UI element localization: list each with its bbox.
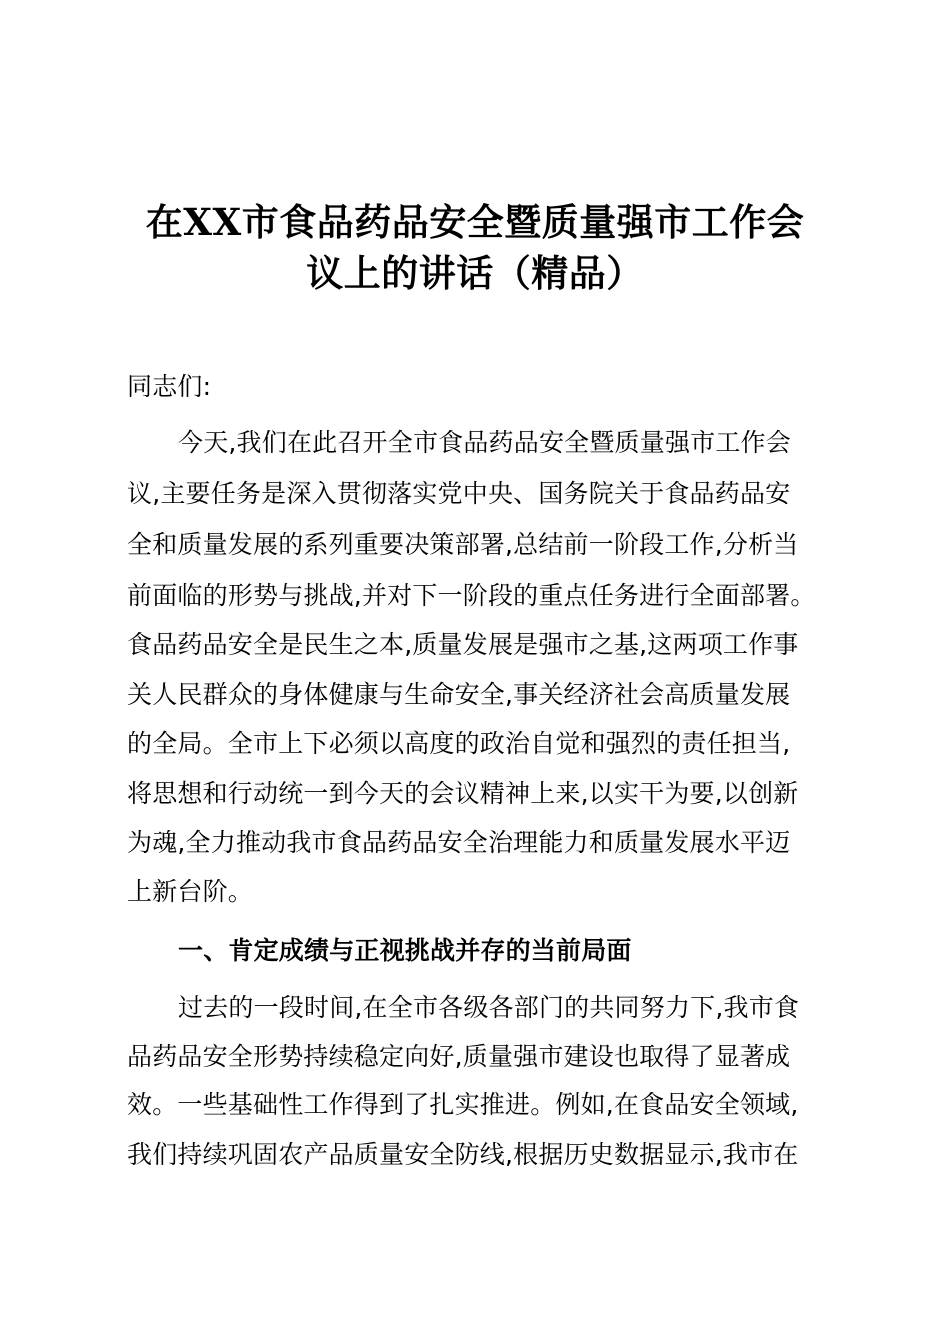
paragraph-1-line: 上新台阶。: [127, 877, 254, 906]
paragraph-1-line: 全和质量发展的系列重要决策部署,总结前一阶段工作,分析当: [127, 530, 799, 559]
paragraph-1-line: 的全局。全市上下必须以高度的政治自觉和强烈的责任担当,: [127, 729, 791, 758]
section-heading: 一、肯定成绩与正视挑战并存的当前局面: [178, 936, 632, 965]
paragraph-1-line: 将思想和行动统一到今天的会议精神上来,以实干为要,以创新: [127, 779, 799, 808]
paragraph-1-line: 为魂,全力推动我市食品药品安全治理能力和质量发展水平迈: [127, 828, 791, 857]
paragraph-2-line: 我们持续巩固农产品质量安全防线,根据历史数据显示,我市在: [127, 1140, 799, 1169]
paragraph-1-line: 食品药品安全是民生之本,质量发展是强市之基,这两项工作事: [127, 630, 799, 659]
paragraph-1-line: 议,主要任务是深入贯彻落实党中央、国务院关于食品药品安: [127, 479, 791, 508]
document-title-line-1: 在XX市食品药品安全暨质量强市工作会: [145, 200, 805, 244]
paragraph-2-line: 效。一些基础性工作得到了扎实推进。例如,在食品安全领域,: [127, 1090, 799, 1119]
document-title-line-2: 议上的讲话（精品）: [306, 251, 644, 295]
paragraph-2-line: 过去的一段时间,在全市各级各部门的共同努力下,我市食: [178, 993, 800, 1022]
paragraph-1-line: 前面临的形势与挑战,并对下一阶段的重点任务进行全面部署。: [127, 581, 816, 610]
paragraph-1-line: 今天,我们在此召开全市食品药品安全暨质量强市工作会: [178, 428, 791, 457]
paragraph-1-line: 关人民群众的身体健康与生命安全,事关经济社会高质量发展: [127, 680, 791, 709]
paragraph-2-line: 品药品安全形势持续稳定向好,质量强市建设也取得了显著成: [127, 1042, 791, 1071]
salutation: 同志们:: [127, 372, 212, 401]
